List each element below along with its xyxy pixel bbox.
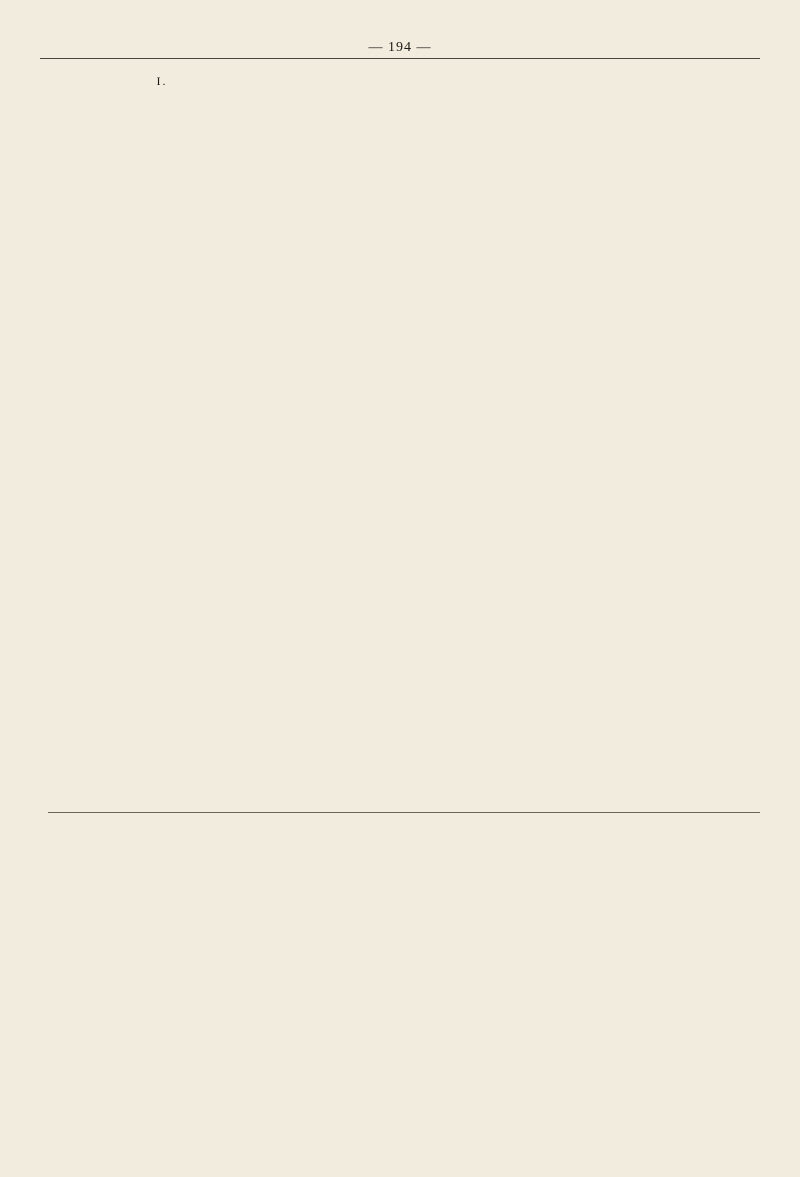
upper-column-2 (290, 68, 518, 793)
upper-column-1 (48, 68, 276, 793)
lower-column-2 (290, 821, 518, 1152)
page-header (40, 38, 760, 59)
lower-columns (48, 812, 760, 1152)
upper-columns (48, 68, 760, 793)
page-number: — 194 — (368, 40, 432, 55)
upper-column-3 (532, 68, 760, 793)
lower-column-3 (532, 821, 760, 1152)
lower-column-1 (48, 821, 276, 1152)
section-marker: I. (156, 74, 168, 88)
